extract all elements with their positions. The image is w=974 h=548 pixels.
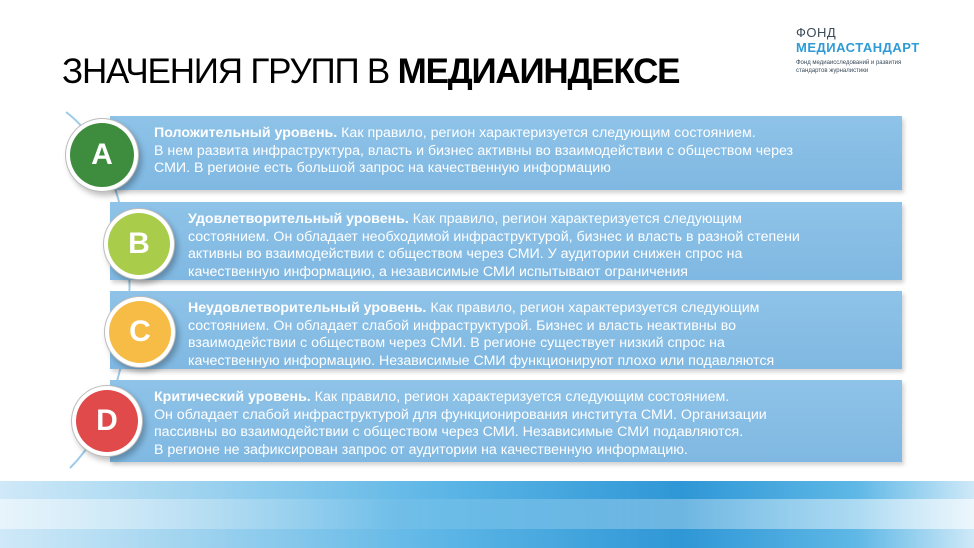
level-d-line: Как правило, регион характеризуется следующим состоянием. <box>310 389 730 405</box>
logo-line1: ФОНД <box>796 25 837 40</box>
logo-tagline: Фонд медиаисследований и развития стандартов журналистики <box>796 60 902 74</box>
level-d-line: Он обладает слабой инфраструктурой для функционирования института СМИ. Организации <box>154 406 767 423</box>
level-d-text <box>154 389 888 459</box>
level-b-line: Как правило, регион характеризуется следующим <box>408 211 742 227</box>
title-bold: МЕДИАИНДЕКСЕ <box>397 52 680 91</box>
level-c-heading: Неудовлетворительный уровень. <box>188 300 427 316</box>
level-c-line: качественную информацию. Независимые СМИ функционируют плохо или подавляются <box>188 352 775 369</box>
level-d-letter: D <box>96 404 118 437</box>
level-a-circle <box>70 123 134 187</box>
level-a-line: СМИ. В регионе есть большой запрос на качественную информацию <box>154 160 611 176</box>
level-a-line: В нем развита инфраструктура, власть и бизнес активны во взаимодействии с обществом через <box>154 142 794 159</box>
level-a-bar <box>110 116 902 190</box>
level-d-heading: Критический уровень. <box>154 389 311 405</box>
level-b-letter: B <box>128 227 150 260</box>
level-d-line: В регионе не зафиксирован запрос от аудитории на качественную информацию. <box>154 441 688 458</box>
footer-decoration <box>0 481 974 548</box>
logo-line2: МЕДИАСТАНДАРТ <box>796 40 920 55</box>
level-c-line: взаимодействии с обществом через СМИ. В регионе существует низкий спрос на <box>188 335 725 351</box>
level-a-text <box>154 125 888 178</box>
level-a-heading: Положительный уровень. <box>154 125 338 141</box>
title-regular: ЗНАЧЕНИЯ ГРУПП В <box>62 52 398 91</box>
level-b-circle <box>108 213 170 275</box>
level-a-line: Как правило, регион характеризуется следующим состоянием. <box>337 125 756 141</box>
level-b-line: состоянием. Он обладает необходимой инфраструктурой, бизнес и власть в разной степени <box>188 228 800 245</box>
footer-band <box>0 499 974 529</box>
level-b-heading: Удовлетворительный уровень. <box>188 211 409 227</box>
level-a-letter: A <box>91 138 113 171</box>
level-c-bar <box>110 291 902 369</box>
level-b-line: активны во взаимодействии с обществом через СМИ. У аудитории снижен спрос на <box>188 246 743 262</box>
level-b-text <box>188 211 888 281</box>
level-c-circle <box>109 301 171 363</box>
level-d-circle <box>76 390 138 452</box>
level-c-text <box>188 300 888 370</box>
level-c-line: состоянием. Он обладает слабой инфраструктурой. Бизнес и власть неактивны во <box>188 317 737 334</box>
level-b-line: качественную информацию, а независимые СМИ испытывают ограничения <box>188 263 688 280</box>
level-d-bar <box>110 380 902 462</box>
level-b-bar <box>110 202 902 280</box>
level-c-line: Как правило, регион характеризуется следующим <box>426 300 760 316</box>
level-d-line: пассивны во взаимодействии с обществом через СМИ. Независимые СМИ подавляются. <box>154 424 744 440</box>
level-c-letter: C <box>129 315 151 348</box>
